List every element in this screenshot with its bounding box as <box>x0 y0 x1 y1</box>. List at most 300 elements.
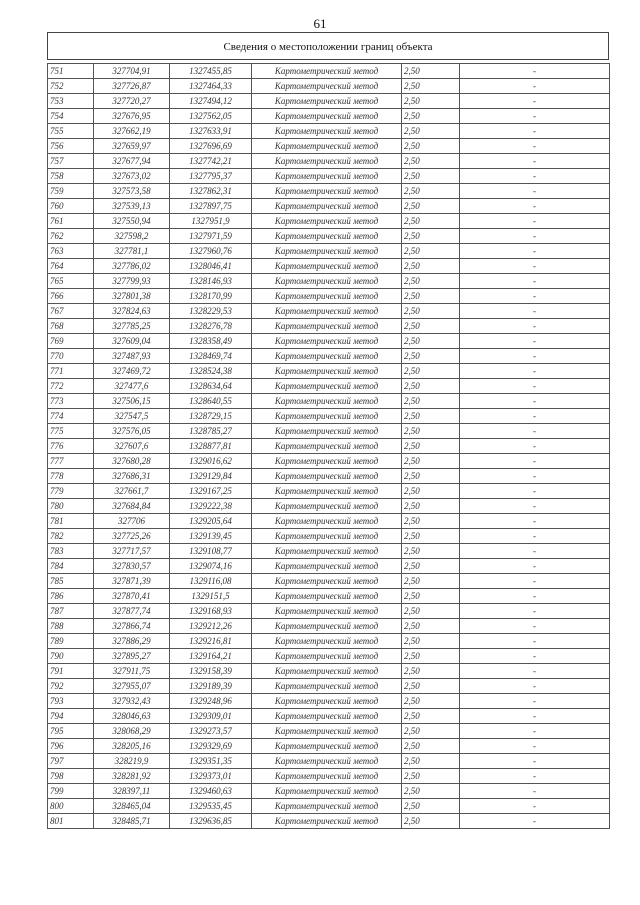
method-cell: Картометрический метод <box>252 439 402 454</box>
y-coordinate-cell: 1328640,55 <box>170 394 252 409</box>
x-coordinate-cell: 327673,02 <box>94 169 170 184</box>
point-number-cell: 792 <box>48 679 94 694</box>
description-cell: - <box>460 589 610 604</box>
y-coordinate-cell: 1328729,15 <box>170 409 252 424</box>
method-cell: Картометрический метод <box>252 514 402 529</box>
description-cell: - <box>460 529 610 544</box>
table-row <box>48 409 610 424</box>
x-coordinate-cell: 327539,13 <box>94 199 170 214</box>
method-cell: Картометрический метод <box>252 499 402 514</box>
accuracy-cell: 2,50 <box>402 349 460 364</box>
table-row <box>48 334 610 349</box>
y-coordinate-cell: 1329351,35 <box>170 754 252 769</box>
description-cell: - <box>460 469 610 484</box>
y-coordinate-cell: 1327960,76 <box>170 244 252 259</box>
table-row <box>48 274 610 289</box>
method-cell: Картометрический метод <box>252 799 402 814</box>
table-row <box>48 799 610 814</box>
table-row <box>48 679 610 694</box>
table-row <box>48 754 610 769</box>
point-number-cell: 755 <box>48 124 94 139</box>
accuracy-cell: 2,50 <box>402 169 460 184</box>
y-coordinate-cell: 1329139,45 <box>170 529 252 544</box>
accuracy-cell: 2,50 <box>402 724 460 739</box>
description-cell: - <box>460 664 610 679</box>
point-number-cell: 786 <box>48 589 94 604</box>
y-coordinate-cell: 1329158,39 <box>170 664 252 679</box>
method-cell: Картометрический метод <box>252 79 402 94</box>
method-cell: Картометрический метод <box>252 739 402 754</box>
y-coordinate-cell: 1327897,75 <box>170 199 252 214</box>
coordinates-table-body <box>48 64 610 829</box>
table-row <box>48 229 610 244</box>
x-coordinate-cell: 327886,29 <box>94 634 170 649</box>
point-number-cell: 756 <box>48 139 94 154</box>
point-number-cell: 751 <box>48 64 94 79</box>
accuracy-cell: 2,50 <box>402 709 460 724</box>
x-coordinate-cell: 327676,95 <box>94 109 170 124</box>
method-cell: Картометрический метод <box>252 364 402 379</box>
table-row <box>48 544 610 559</box>
x-coordinate-cell: 327720,27 <box>94 94 170 109</box>
accuracy-cell: 2,50 <box>402 514 460 529</box>
accuracy-cell: 2,50 <box>402 304 460 319</box>
point-number-cell: 799 <box>48 784 94 799</box>
point-number-cell: 785 <box>48 574 94 589</box>
method-cell: Картометрический метод <box>252 709 402 724</box>
table-row <box>48 109 610 124</box>
y-coordinate-cell: 1327562,05 <box>170 109 252 124</box>
method-cell: Картометрический метод <box>252 559 402 574</box>
table-row <box>48 469 610 484</box>
y-coordinate-cell: 1329164,21 <box>170 649 252 664</box>
accuracy-cell: 2,50 <box>402 199 460 214</box>
point-number-cell: 753 <box>48 94 94 109</box>
table-row <box>48 784 610 799</box>
table-row <box>48 634 610 649</box>
x-coordinate-cell: 327547,5 <box>94 409 170 424</box>
accuracy-cell: 2,50 <box>402 454 460 469</box>
table-row <box>48 709 610 724</box>
point-number-cell: 761 <box>48 214 94 229</box>
point-number-cell: 764 <box>48 259 94 274</box>
x-coordinate-cell: 328485,71 <box>94 814 170 829</box>
table-row <box>48 739 610 754</box>
method-cell: Картометрический метод <box>252 544 402 559</box>
table-row <box>48 259 610 274</box>
point-number-cell: 788 <box>48 619 94 634</box>
point-number-cell: 800 <box>48 799 94 814</box>
x-coordinate-cell: 327477,6 <box>94 379 170 394</box>
x-coordinate-cell: 327895,27 <box>94 649 170 664</box>
point-number-cell: 770 <box>48 349 94 364</box>
y-coordinate-cell: 1327696,69 <box>170 139 252 154</box>
table-row <box>48 289 610 304</box>
point-number-cell: 793 <box>48 694 94 709</box>
description-cell: - <box>460 424 610 439</box>
point-number-cell: 794 <box>48 709 94 724</box>
method-cell: Картометрический метод <box>252 604 402 619</box>
accuracy-cell: 2,50 <box>402 694 460 709</box>
accuracy-cell: 2,50 <box>402 499 460 514</box>
x-coordinate-cell: 327506,15 <box>94 394 170 409</box>
method-cell: Картометрический метод <box>252 319 402 334</box>
point-number-cell: 798 <box>48 769 94 784</box>
description-cell: - <box>460 154 610 169</box>
table-row <box>48 454 610 469</box>
method-cell: Картометрический метод <box>252 619 402 634</box>
description-cell: - <box>460 199 610 214</box>
method-cell: Картометрический метод <box>252 199 402 214</box>
x-coordinate-cell: 327677,94 <box>94 154 170 169</box>
accuracy-cell: 2,50 <box>402 754 460 769</box>
y-coordinate-cell: 1328785,27 <box>170 424 252 439</box>
y-coordinate-cell: 1327795,37 <box>170 169 252 184</box>
x-coordinate-cell: 327911,75 <box>94 664 170 679</box>
table-row <box>48 649 610 664</box>
y-coordinate-cell: 1329016,62 <box>170 454 252 469</box>
table-row <box>48 139 610 154</box>
description-cell: - <box>460 394 610 409</box>
description-cell: - <box>460 694 610 709</box>
point-number-cell: 778 <box>48 469 94 484</box>
point-number-cell: 754 <box>48 109 94 124</box>
y-coordinate-cell: 1329309,01 <box>170 709 252 724</box>
method-cell: Картометрический метод <box>252 184 402 199</box>
method-cell: Картометрический метод <box>252 814 402 829</box>
point-number-cell: 763 <box>48 244 94 259</box>
table-row <box>48 769 610 784</box>
description-cell: - <box>460 784 610 799</box>
description-cell: - <box>460 139 610 154</box>
description-cell: - <box>460 454 610 469</box>
accuracy-cell: 2,50 <box>402 619 460 634</box>
point-number-cell: 779 <box>48 484 94 499</box>
accuracy-cell: 2,50 <box>402 64 460 79</box>
x-coordinate-cell: 328281,92 <box>94 769 170 784</box>
accuracy-cell: 2,50 <box>402 814 460 829</box>
description-cell: - <box>460 439 610 454</box>
accuracy-cell: 2,50 <box>402 589 460 604</box>
point-number-cell: 766 <box>48 289 94 304</box>
description-cell: - <box>460 484 610 499</box>
table-row <box>48 664 610 679</box>
description-cell: - <box>460 814 610 829</box>
accuracy-cell: 2,50 <box>402 154 460 169</box>
accuracy-cell: 2,50 <box>402 364 460 379</box>
description-cell: - <box>460 319 610 334</box>
accuracy-cell: 2,50 <box>402 409 460 424</box>
y-coordinate-cell: 1328229,53 <box>170 304 252 319</box>
method-cell: Картометрический метод <box>252 469 402 484</box>
point-number-cell: 782 <box>48 529 94 544</box>
description-cell: - <box>460 229 610 244</box>
point-number-cell: 767 <box>48 304 94 319</box>
table-row <box>48 529 610 544</box>
table-title: Сведения о местоположении границ объекта <box>47 32 609 60</box>
table-row <box>48 169 610 184</box>
point-number-cell: 762 <box>48 229 94 244</box>
accuracy-cell: 2,50 <box>402 574 460 589</box>
accuracy-cell: 2,50 <box>402 559 460 574</box>
y-coordinate-cell: 1327633,91 <box>170 124 252 139</box>
x-coordinate-cell: 327830,57 <box>94 559 170 574</box>
x-coordinate-cell: 328397,11 <box>94 784 170 799</box>
y-coordinate-cell: 1328877,81 <box>170 439 252 454</box>
y-coordinate-cell: 1328634,64 <box>170 379 252 394</box>
y-coordinate-cell: 1329129,84 <box>170 469 252 484</box>
x-coordinate-cell: 327686,31 <box>94 469 170 484</box>
x-coordinate-cell: 328465,04 <box>94 799 170 814</box>
method-cell: Картометрический метод <box>252 139 402 154</box>
accuracy-cell: 2,50 <box>402 424 460 439</box>
x-coordinate-cell: 327785,25 <box>94 319 170 334</box>
method-cell: Картометрический метод <box>252 484 402 499</box>
accuracy-cell: 2,50 <box>402 334 460 349</box>
accuracy-cell: 2,50 <box>402 394 460 409</box>
y-coordinate-cell: 1329329,69 <box>170 739 252 754</box>
point-number-cell: 774 <box>48 409 94 424</box>
y-coordinate-cell: 1327464,33 <box>170 79 252 94</box>
accuracy-cell: 2,50 <box>402 214 460 229</box>
description-cell: - <box>460 679 610 694</box>
point-number-cell: 775 <box>48 424 94 439</box>
method-cell: Картометрический метод <box>252 94 402 109</box>
y-coordinate-cell: 1327971,59 <box>170 229 252 244</box>
y-coordinate-cell: 1329205,64 <box>170 514 252 529</box>
method-cell: Картометрический метод <box>252 274 402 289</box>
y-coordinate-cell: 1329273,57 <box>170 724 252 739</box>
table-row <box>48 364 610 379</box>
description-cell: - <box>460 94 610 109</box>
x-coordinate-cell: 327877,74 <box>94 604 170 619</box>
x-coordinate-cell: 327781,1 <box>94 244 170 259</box>
x-coordinate-cell: 327576,05 <box>94 424 170 439</box>
description-cell: - <box>460 379 610 394</box>
x-coordinate-cell: 327932,43 <box>94 694 170 709</box>
table-row <box>48 184 610 199</box>
y-coordinate-cell: 1328170,99 <box>170 289 252 304</box>
y-coordinate-cell: 1329151,5 <box>170 589 252 604</box>
y-coordinate-cell: 1329108,77 <box>170 544 252 559</box>
accuracy-cell: 2,50 <box>402 784 460 799</box>
x-coordinate-cell: 328068,29 <box>94 724 170 739</box>
y-coordinate-cell: 1329216,81 <box>170 634 252 649</box>
point-number-cell: 791 <box>48 664 94 679</box>
table-row <box>48 559 610 574</box>
table-row <box>48 124 610 139</box>
method-cell: Картометрический метод <box>252 244 402 259</box>
method-cell: Картометрический метод <box>252 724 402 739</box>
method-cell: Картометрический метод <box>252 109 402 124</box>
x-coordinate-cell: 328205,16 <box>94 739 170 754</box>
description-cell: - <box>460 559 610 574</box>
description-cell: - <box>460 649 610 664</box>
accuracy-cell: 2,50 <box>402 94 460 109</box>
point-number-cell: 795 <box>48 724 94 739</box>
point-number-cell: 781 <box>48 514 94 529</box>
method-cell: Картометрический метод <box>252 589 402 604</box>
description-cell: - <box>460 184 610 199</box>
method-cell: Картометрический метод <box>252 379 402 394</box>
point-number-cell: 801 <box>48 814 94 829</box>
table-row <box>48 349 610 364</box>
table-row <box>48 79 610 94</box>
point-number-cell: 789 <box>48 634 94 649</box>
method-cell: Картометрический метод <box>252 334 402 349</box>
x-coordinate-cell: 327786,02 <box>94 259 170 274</box>
boundary-table-sheet <box>47 32 609 829</box>
accuracy-cell: 2,50 <box>402 319 460 334</box>
x-coordinate-cell: 327799,93 <box>94 274 170 289</box>
description-cell: - <box>460 634 610 649</box>
x-coordinate-cell: 327706 <box>94 514 170 529</box>
accuracy-cell: 2,50 <box>402 649 460 664</box>
point-number-cell: 783 <box>48 544 94 559</box>
y-coordinate-cell: 1328046,41 <box>170 259 252 274</box>
x-coordinate-cell: 327659,97 <box>94 139 170 154</box>
y-coordinate-cell: 1329074,16 <box>170 559 252 574</box>
description-cell: - <box>460 289 610 304</box>
y-coordinate-cell: 1328524,38 <box>170 364 252 379</box>
x-coordinate-cell: 327607,6 <box>94 439 170 454</box>
description-cell: - <box>460 544 610 559</box>
description-cell: - <box>460 64 610 79</box>
x-coordinate-cell: 328219,9 <box>94 754 170 769</box>
accuracy-cell: 2,50 <box>402 634 460 649</box>
point-number-cell: 771 <box>48 364 94 379</box>
accuracy-cell: 2,50 <box>402 289 460 304</box>
page-number: 61 <box>313 16 327 31</box>
method-cell: Картометрический метод <box>252 289 402 304</box>
method-cell: Картометрический метод <box>252 769 402 784</box>
point-number-cell: 760 <box>48 199 94 214</box>
description-cell: - <box>460 79 610 94</box>
point-number-cell: 797 <box>48 754 94 769</box>
point-number-cell: 776 <box>48 439 94 454</box>
description-cell: - <box>460 754 610 769</box>
method-cell: Картометрический метод <box>252 694 402 709</box>
description-cell: - <box>460 724 610 739</box>
table-row <box>48 604 610 619</box>
table-row <box>48 94 610 109</box>
accuracy-cell: 2,50 <box>402 274 460 289</box>
description-cell: - <box>460 709 610 724</box>
method-cell: Картометрический метод <box>252 784 402 799</box>
table-row <box>48 439 610 454</box>
method-cell: Картометрический метод <box>252 529 402 544</box>
y-coordinate-cell: 1328469,74 <box>170 349 252 364</box>
accuracy-cell: 2,50 <box>402 379 460 394</box>
x-coordinate-cell: 327487,93 <box>94 349 170 364</box>
table-row <box>48 724 610 739</box>
method-cell: Картометрический метод <box>252 229 402 244</box>
description-cell: - <box>460 514 610 529</box>
table-row <box>48 814 610 829</box>
table-row <box>48 694 610 709</box>
y-coordinate-cell: 1327742,21 <box>170 154 252 169</box>
accuracy-cell: 2,50 <box>402 604 460 619</box>
method-cell: Картометрический метод <box>252 259 402 274</box>
point-number-cell: 758 <box>48 169 94 184</box>
y-coordinate-cell: 1329373,01 <box>170 769 252 784</box>
accuracy-cell: 2,50 <box>402 439 460 454</box>
table-row <box>48 199 610 214</box>
x-coordinate-cell: 327661,7 <box>94 484 170 499</box>
point-number-cell: 769 <box>48 334 94 349</box>
accuracy-cell: 2,50 <box>402 469 460 484</box>
method-cell: Картометрический метод <box>252 664 402 679</box>
x-coordinate-cell: 327704,91 <box>94 64 170 79</box>
description-cell: - <box>460 124 610 139</box>
table-row <box>48 379 610 394</box>
point-number-cell: 777 <box>48 454 94 469</box>
table-row <box>48 244 610 259</box>
table-row <box>48 214 610 229</box>
y-coordinate-cell: 1329167,25 <box>170 484 252 499</box>
table-row <box>48 64 610 79</box>
accuracy-cell: 2,50 <box>402 664 460 679</box>
accuracy-cell: 2,50 <box>402 769 460 784</box>
accuracy-cell: 2,50 <box>402 259 460 274</box>
y-coordinate-cell: 1328276,78 <box>170 319 252 334</box>
description-cell: - <box>460 349 610 364</box>
accuracy-cell: 2,50 <box>402 484 460 499</box>
y-coordinate-cell: 1329636,85 <box>170 814 252 829</box>
y-coordinate-cell: 1327951,9 <box>170 214 252 229</box>
point-number-cell: 784 <box>48 559 94 574</box>
y-coordinate-cell: 1327455,85 <box>170 64 252 79</box>
description-cell: - <box>460 619 610 634</box>
method-cell: Картометрический метод <box>252 349 402 364</box>
y-coordinate-cell: 1329168,93 <box>170 604 252 619</box>
table-row <box>48 574 610 589</box>
method-cell: Картометрический метод <box>252 409 402 424</box>
method-cell: Картометрический метод <box>252 394 402 409</box>
accuracy-cell: 2,50 <box>402 679 460 694</box>
table-row <box>48 304 610 319</box>
coordinates-table <box>47 63 610 829</box>
x-coordinate-cell: 327726,87 <box>94 79 170 94</box>
table-row <box>48 154 610 169</box>
x-coordinate-cell: 328046,63 <box>94 709 170 724</box>
description-cell: - <box>460 169 610 184</box>
accuracy-cell: 2,50 <box>402 229 460 244</box>
description-cell: - <box>460 409 610 424</box>
point-number-cell: 780 <box>48 499 94 514</box>
point-number-cell: 765 <box>48 274 94 289</box>
method-cell: Картометрический метод <box>252 154 402 169</box>
x-coordinate-cell: 327684,84 <box>94 499 170 514</box>
method-cell: Картометрический метод <box>252 424 402 439</box>
x-coordinate-cell: 327725,26 <box>94 529 170 544</box>
x-coordinate-cell: 327598,2 <box>94 229 170 244</box>
method-cell: Картометрический метод <box>252 679 402 694</box>
table-row <box>48 394 610 409</box>
method-cell: Картометрический метод <box>252 649 402 664</box>
x-coordinate-cell: 327871,39 <box>94 574 170 589</box>
description-cell: - <box>460 769 610 784</box>
method-cell: Картометрический метод <box>252 64 402 79</box>
accuracy-cell: 2,50 <box>402 799 460 814</box>
accuracy-cell: 2,50 <box>402 529 460 544</box>
point-number-cell: 768 <box>48 319 94 334</box>
accuracy-cell: 2,50 <box>402 109 460 124</box>
description-cell: - <box>460 604 610 619</box>
x-coordinate-cell: 327550,94 <box>94 214 170 229</box>
x-coordinate-cell: 327662,19 <box>94 124 170 139</box>
x-coordinate-cell: 327609,04 <box>94 334 170 349</box>
